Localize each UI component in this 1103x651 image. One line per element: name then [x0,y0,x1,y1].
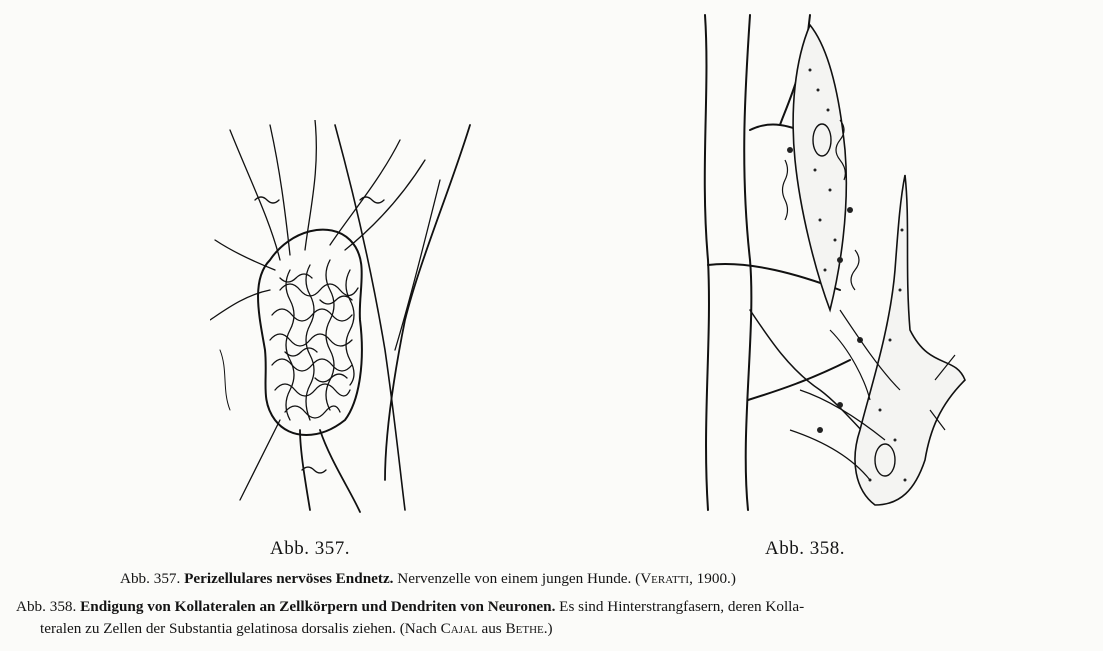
caption-358-author1: Cajal [440,620,478,637]
caption-358-prefix: Abb. 358. [16,598,77,615]
caption-357-author: Veratti [640,570,690,587]
caption-358-author2: Bethe [505,620,544,637]
collaterals-svg [690,10,980,515]
caption-357-title: Perizellulares nervöses Endnetz. [184,570,394,587]
caption-358-mid: aus [481,620,502,637]
figure-358-illustration [690,10,980,515]
figure-357-illustration [210,120,480,515]
caption-357 [120,569,736,589]
caption-358-title: Endigung von Kollateralen an Zellkörpern und Dendriten von Neuronen. [80,598,556,615]
caption-358-line2 [40,619,553,639]
caption-357-tail: , 1900.) [689,570,736,587]
caption-357-text: Nervenzelle von einem jungen Hunde. ( [397,570,641,587]
caption-358-line2-end: .) [543,620,553,637]
figure-357-label: Abb. 357. [270,538,350,559]
caption-358-text: Es sind Hinterstrangfasern, deren Kolla- [559,598,805,615]
caption-358-line1 [16,597,1091,617]
caption-357-prefix: Abb. 357. [120,570,181,587]
figure-358-label: Abb. 358. [765,538,845,559]
nerve-net-svg [210,120,480,515]
caption-358-line2-start: teralen zu Zellen der Substantia gelatinosa dorsalis ziehen. (Nach [40,620,437,637]
